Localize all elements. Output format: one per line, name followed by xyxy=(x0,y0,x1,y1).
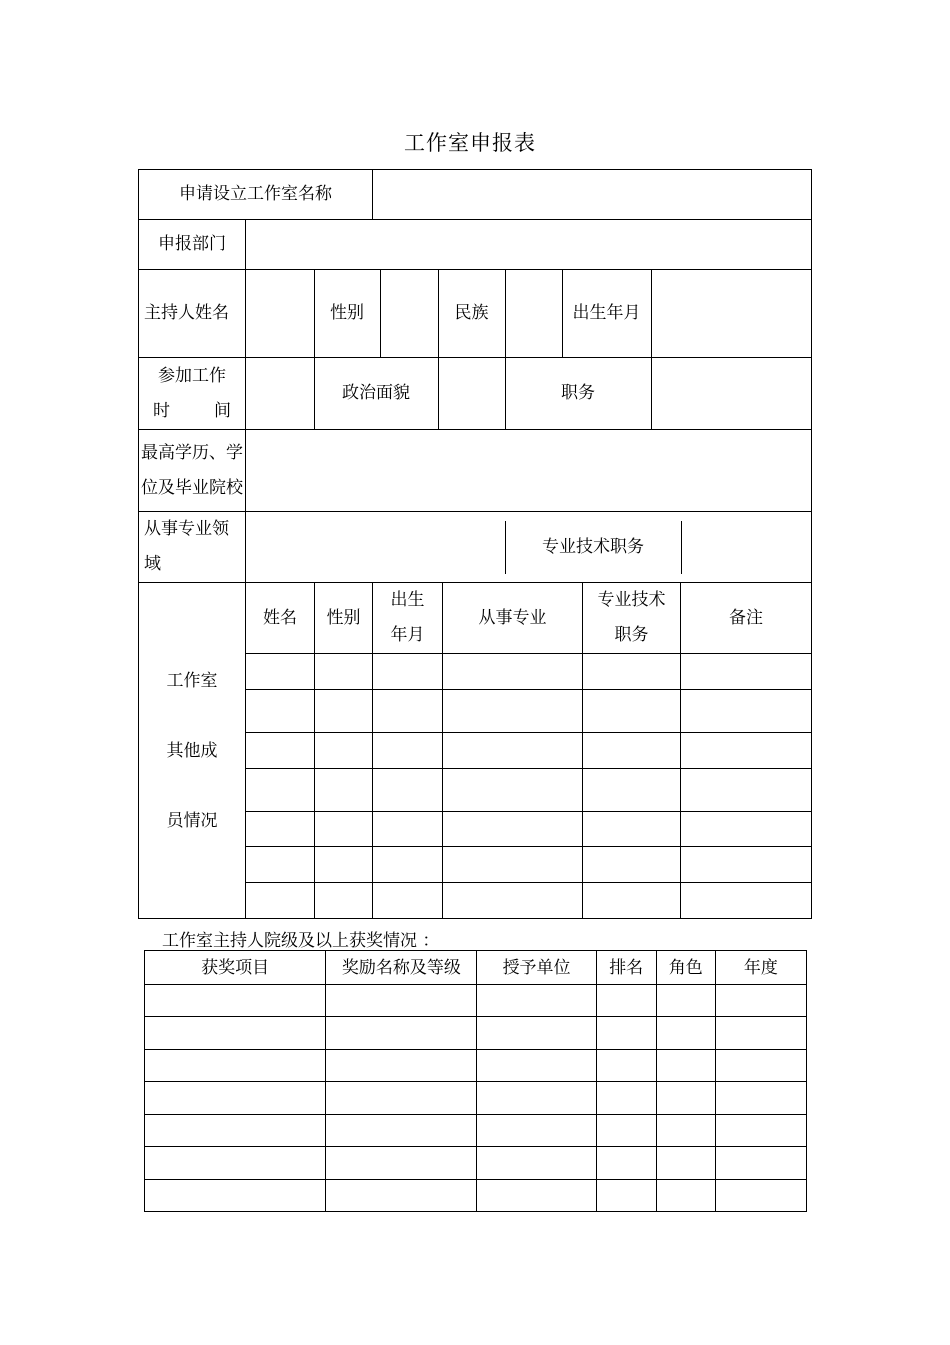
award-year-cell[interactable] xyxy=(715,1115,806,1147)
member-gender-header: 性别 xyxy=(315,583,373,654)
award-rank-cell[interactable] xyxy=(596,1147,656,1180)
host-name-label: 主持人姓名 xyxy=(139,270,246,358)
award-issuer-cell[interactable] xyxy=(477,1147,596,1180)
education-row xyxy=(139,430,812,512)
members-label-line-1: 工作室 xyxy=(166,670,218,691)
member-gender-cell[interactable] xyxy=(315,769,373,812)
award-row xyxy=(145,1017,807,1050)
award-year-cell[interactable] xyxy=(715,1082,806,1115)
host-name-field[interactable] xyxy=(246,270,314,357)
award-project-cell[interactable] xyxy=(145,1017,326,1050)
member-gender-cell[interactable] xyxy=(315,733,373,769)
award-row xyxy=(145,1082,807,1115)
award-year-cell[interactable] xyxy=(715,1017,806,1050)
award-issuer-cell[interactable] xyxy=(477,1082,596,1115)
award-name-level-header: 奖励名称及等级 xyxy=(326,951,477,985)
member-remarks-cell[interactable] xyxy=(681,769,812,812)
award-name-level-cell[interactable] xyxy=(326,1082,477,1115)
education-label-line-2: 位及毕业院校 xyxy=(141,477,243,498)
award-rank-cell[interactable] xyxy=(596,1115,656,1147)
field-row xyxy=(139,512,812,583)
studio-name-label: 申请设立工作室名称 xyxy=(139,170,373,220)
member-tech-header-line-2: 职务 xyxy=(614,625,649,645)
award-row xyxy=(145,1180,807,1212)
member-remarks-header: 备注 xyxy=(681,583,812,654)
member-name-cell[interactable] xyxy=(246,883,315,919)
host-info-row xyxy=(139,270,812,358)
member-name-cell[interactable] xyxy=(246,812,315,847)
members-header-row xyxy=(139,583,812,654)
award-project-cell[interactable] xyxy=(145,1082,326,1115)
award-issuer-cell[interactable] xyxy=(477,1050,596,1082)
field-field[interactable] xyxy=(246,521,505,574)
award-project-cell[interactable] xyxy=(145,1115,326,1147)
member-birth-cell[interactable] xyxy=(373,769,443,812)
member-name-cell[interactable] xyxy=(246,690,315,733)
studio-name-row xyxy=(139,170,812,220)
tech-title-field[interactable] xyxy=(681,521,811,574)
award-role-cell[interactable] xyxy=(656,1017,715,1050)
department-field[interactable] xyxy=(246,220,812,270)
department-label: 申报部门 xyxy=(139,220,246,270)
member-major-cell[interactable] xyxy=(443,883,583,919)
award-role-cell[interactable] xyxy=(656,1147,715,1180)
field-label: 从事专业领域 xyxy=(139,512,246,583)
member-remarks-cell[interactable] xyxy=(681,812,812,847)
award-year-cell[interactable] xyxy=(715,985,806,1017)
member-birth-cell[interactable] xyxy=(373,654,443,690)
award-name-level-cell[interactable] xyxy=(326,1115,477,1147)
host-info-subtable xyxy=(246,270,811,357)
member-tech-cell[interactable] xyxy=(583,690,681,733)
award-role-cell[interactable] xyxy=(656,1180,715,1212)
award-role-cell[interactable] xyxy=(656,1115,715,1147)
member-major-cell[interactable] xyxy=(443,847,583,883)
work-start-label xyxy=(139,358,246,430)
member-gender-cell[interactable] xyxy=(315,690,373,733)
member-major-cell[interactable] xyxy=(443,769,583,812)
birth-field[interactable] xyxy=(651,270,811,357)
member-remarks-cell[interactable] xyxy=(681,690,812,733)
members-label xyxy=(139,583,246,919)
member-major-cell[interactable] xyxy=(443,690,583,733)
member-birth-cell[interactable] xyxy=(373,690,443,733)
award-issuer-cell[interactable] xyxy=(477,1017,596,1050)
award-rank-cell[interactable] xyxy=(596,1017,656,1050)
member-birth-cell[interactable] xyxy=(373,733,443,769)
member-major-header: 从事专业 xyxy=(443,583,583,654)
award-name-level-cell[interactable] xyxy=(326,1017,477,1050)
page-title: 工作室申报表 xyxy=(404,131,536,155)
award-rank-cell[interactable] xyxy=(596,1180,656,1212)
position-label: 职务 xyxy=(505,358,651,429)
members-label-line-2: 其他成 xyxy=(166,740,218,761)
member-birth-header-line-2: 年月 xyxy=(390,625,425,645)
award-role-cell[interactable] xyxy=(656,1082,715,1115)
award-issuer-cell[interactable] xyxy=(477,985,596,1017)
application-form-table xyxy=(138,169,812,919)
position-field[interactable] xyxy=(651,358,811,429)
award-rank-header: 排名 xyxy=(596,951,656,985)
member-remarks-cell[interactable] xyxy=(681,733,812,769)
work-start-row xyxy=(139,358,812,430)
political-field[interactable] xyxy=(438,358,505,429)
education-label xyxy=(139,430,246,512)
award-row xyxy=(145,1147,807,1180)
studio-name-field[interactable] xyxy=(373,170,812,220)
award-year-cell[interactable] xyxy=(715,1180,806,1212)
work-start-field[interactable] xyxy=(246,358,314,429)
award-row xyxy=(145,985,807,1017)
award-year-cell[interactable] xyxy=(715,1147,806,1180)
member-tech-cell[interactable] xyxy=(583,654,681,690)
award-name-level-cell[interactable] xyxy=(326,1050,477,1082)
ethnicity-label: 民族 xyxy=(438,270,505,357)
member-tech-cell[interactable] xyxy=(583,769,681,812)
member-birth-cell[interactable] xyxy=(373,847,443,883)
member-gender-cell[interactable] xyxy=(315,812,373,847)
award-name-level-cell[interactable] xyxy=(326,1147,477,1180)
member-remarks-cell[interactable] xyxy=(681,847,812,883)
member-birth-header-line-1: 出生 xyxy=(390,590,425,610)
birth-label: 出生年月 xyxy=(562,270,651,357)
award-rank-cell[interactable] xyxy=(596,985,656,1017)
award-role-cell[interactable] xyxy=(656,1050,715,1082)
member-tech-cell[interactable] xyxy=(583,847,681,883)
award-project-cell[interactable] xyxy=(145,1147,326,1180)
awards-caption: 工作室主持人院级及以上获奖情况 ： xyxy=(162,931,440,951)
award-year-header: 年度 xyxy=(715,951,806,985)
member-gender-cell[interactable] xyxy=(315,883,373,919)
members-label-line-3: 员情况 xyxy=(166,810,218,831)
gender-field[interactable] xyxy=(380,270,438,357)
award-rank-cell[interactable] xyxy=(596,1050,656,1082)
award-project-cell[interactable] xyxy=(145,1050,326,1082)
political-label: 政治面貌 xyxy=(314,358,438,429)
member-name-cell[interactable] xyxy=(246,733,315,769)
award-project-cell[interactable] xyxy=(145,1180,326,1212)
award-row xyxy=(145,1050,807,1082)
member-gender-cell[interactable] xyxy=(315,654,373,690)
award-name-level-cell[interactable] xyxy=(326,985,477,1017)
ethnicity-field[interactable] xyxy=(505,270,562,357)
member-birth-cell[interactable] xyxy=(373,883,443,919)
member-major-cell[interactable] xyxy=(443,733,583,769)
gender-label: 性别 xyxy=(314,270,380,357)
member-tech-cell[interactable] xyxy=(583,733,681,769)
member-tech-header-line-1: 专业技术 xyxy=(597,590,666,610)
tech-title-label: 专业技术职务 xyxy=(505,521,681,574)
work-start-label-line-2: 时 间 xyxy=(153,400,231,421)
work-start-subtable xyxy=(246,358,811,429)
member-name-header: 姓名 xyxy=(246,583,315,654)
work-start-label-line-1: 参加工作 xyxy=(158,365,226,386)
member-tech-cell[interactable] xyxy=(583,812,681,847)
awards-table xyxy=(144,950,807,1212)
field-subtable xyxy=(246,521,811,574)
award-project-header: 获奖项目 xyxy=(145,951,326,985)
member-remarks-cell[interactable] xyxy=(681,883,812,919)
member-tech-header xyxy=(583,583,681,654)
award-year-cell[interactable] xyxy=(715,1050,806,1082)
award-issuer-cell[interactable] xyxy=(477,1180,596,1212)
award-rank-cell[interactable] xyxy=(596,1082,656,1115)
education-field[interactable] xyxy=(246,430,812,512)
member-birth-header xyxy=(373,583,443,654)
member-gender-cell[interactable] xyxy=(315,847,373,883)
awards-header-row xyxy=(145,951,807,985)
member-remarks-cell[interactable] xyxy=(681,654,812,690)
member-tech-cell[interactable] xyxy=(583,883,681,919)
award-issuer-cell[interactable] xyxy=(477,1115,596,1147)
department-row xyxy=(139,220,812,270)
award-role-cell[interactable] xyxy=(656,985,715,1017)
award-name-level-cell[interactable] xyxy=(326,1180,477,1212)
member-name-cell[interactable] xyxy=(246,769,315,812)
award-project-cell[interactable] xyxy=(145,985,326,1017)
award-role-header: 角色 xyxy=(656,951,715,985)
award-issuer-header: 授予单位 xyxy=(477,951,596,985)
member-name-cell[interactable] xyxy=(246,847,315,883)
member-major-cell[interactable] xyxy=(443,654,583,690)
member-major-cell[interactable] xyxy=(443,812,583,847)
member-name-cell[interactable] xyxy=(246,654,315,690)
award-row xyxy=(145,1115,807,1147)
education-label-line-1: 最高学历、学 xyxy=(141,442,243,463)
member-birth-cell[interactable] xyxy=(373,812,443,847)
